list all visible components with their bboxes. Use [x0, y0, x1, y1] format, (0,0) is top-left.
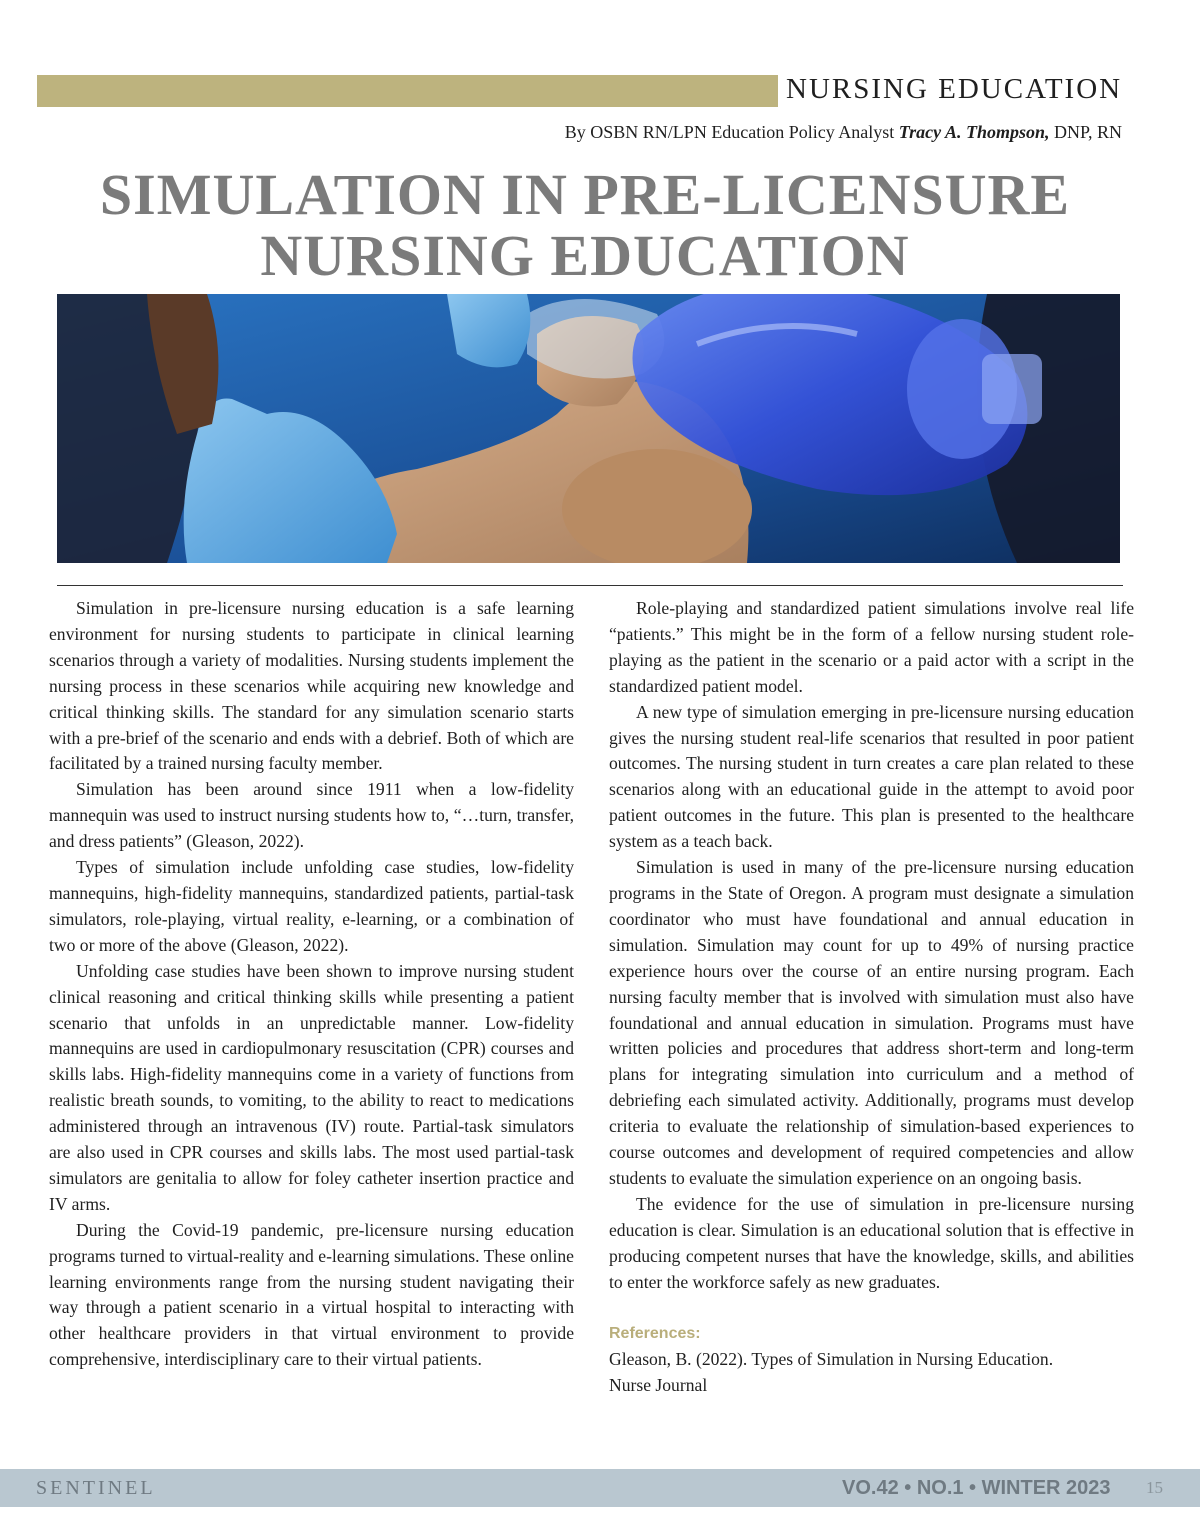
- paragraph: Types of simulation include unfolding case studies, low-fidelity mannequins, high-fidelity mannequins, standardized patients, partial-task simulators, role-playing, virtual reality, e-learning, or a combination of two or more of the above (Gleason, 2022).: [49, 857, 574, 955]
- references-heading: References:: [609, 1325, 701, 1343]
- reference-line2: Nurse Journal: [609, 1375, 708, 1396]
- paragraph: Simulation in pre-licensure nursing education is a safe learning environment for nursing students to participate in clinical learning scenarios through a variety of modalities. Nursing students implement the nursing process in these scenarios while acquiring new knowledge and critical thinking skills. The standard for any simulation scenario starts with a pre-brief of the scenario and ends with a debrief. Both of which are facilitated by a trained nursing faculty member.: [49, 598, 574, 774]
- reference-line1: Gleason, B. (2022). Types of Simulation in Nursing Education.: [609, 1349, 1054, 1370]
- article-title-line2: NURSING EDUCATION: [260, 223, 910, 288]
- article-column-right: [609, 596, 1134, 1399]
- paragraph: The evidence for the use of simulation in pre-licensure nursing education is clear. Simulation is an educational solution that is effective in producing competent nurses that have the knowledge, skills, and abilities to enter the workforce safely as new graduates.: [609, 1193, 1134, 1292]
- simulation-manikin-photo-icon: [57, 294, 1120, 563]
- article-title-line1: SIMULATION IN PRE-LICENSURE: [99, 162, 1071, 227]
- paragraph: Simulation is used in many of the pre-licensure nursing education programs in the State of Oregon. A program must designate a simulation coordinator who must have foundational and annual education in simulation. Simulation may count for up to 49% of nursing practice experience hours over the course of an entire nursing program. Each nursing faculty member that is involved with simulation must also have foundational and annual education in simulation. Programs must have written policies and procedures that address short-term and long-term plans for integrating simulation into curriculum and a method of debriefing each simulated activity. Additionally, programs must develop criteria to evaluate the relationship of simulation-based experiences to course outcomes and development of required competencies and allow students to evaluate the simulation experience on an ongoing basis.: [609, 857, 1134, 1188]
- publication-name: SENTINEL: [36, 1477, 156, 1499]
- reference-entry: [609, 1347, 1134, 1399]
- byline: [565, 122, 1122, 143]
- paragraph: A new type of simulation emerging in pre-licensure nursing education gives the nursing student real-life scenarios that resulted in poor patient outcomes. The nursing student in turn creates a care plan related to these scenarios along with an educational guide in the attempt to avoid poor patient outcomes in the future. This plan is presented to the healthcare system as a teach back.: [609, 701, 1134, 852]
- section-accent-bar: [37, 75, 778, 107]
- article-title: [0, 164, 1170, 286]
- paragraph: Unfolding case studies have been shown to improve nursing student clinical reasoning and critical thinking skills while presenting a patient scenario that unfolds in an unpredictable manner. Low-fidelity mannequins are used in cardiopulmonary resuscitation (CPR) courses and skills labs. High-fidelity mannequins come in a variety of functions from realistic breath sounds, to vomiting, to the ability to react to medications administered through an intravenous (IV) route. Partial-task simulators are also used in CPR courses and skills labs. The most used partial-task simulators are genitalia to allow for foley catheter insertion practice and IV arms.: [49, 960, 574, 1214]
- byline-suffix: DNP, RN: [1049, 122, 1122, 142]
- hero-photo: [57, 294, 1120, 563]
- issue-info: VO.42 • NO.1 • WINTER 2023: [842, 1477, 1111, 1499]
- paragraph: Role-playing and standardized patient simulations involve real life “patients.” This might be in the form of a fellow nursing student role-playing as the patient in the scenario or a paid actor with a script in the standardized patient model.: [609, 598, 1134, 696]
- section-label: NURSING EDUCATION: [786, 73, 1123, 105]
- article-column-left: [49, 596, 574, 1373]
- page-number: 15: [1146, 1478, 1163, 1497]
- paragraph: Simulation has been around since 1911 when a low-fidelity mannequin was used to instruct nursing students how to, “…turn, transfer, and dress patients” (Gleason, 2022).: [49, 779, 574, 852]
- byline-prefix: By OSBN RN/LPN Education Policy Analyst: [564, 122, 899, 142]
- divider-rule: [57, 585, 1123, 586]
- byline-author: Tracy A. Thompson,: [898, 122, 1050, 142]
- paragraph: During the Covid-19 pandemic, pre-licensure nursing education programs turned to virtual-reality and e-learning simulations. These online learning environments range from the nursing student navigating their way through a patient scenario in a virtual hospital to interacting with other healthcare providers in that virtual environment to provide comprehensive, interdisciplinary care to their virtual patients.: [49, 1219, 574, 1370]
